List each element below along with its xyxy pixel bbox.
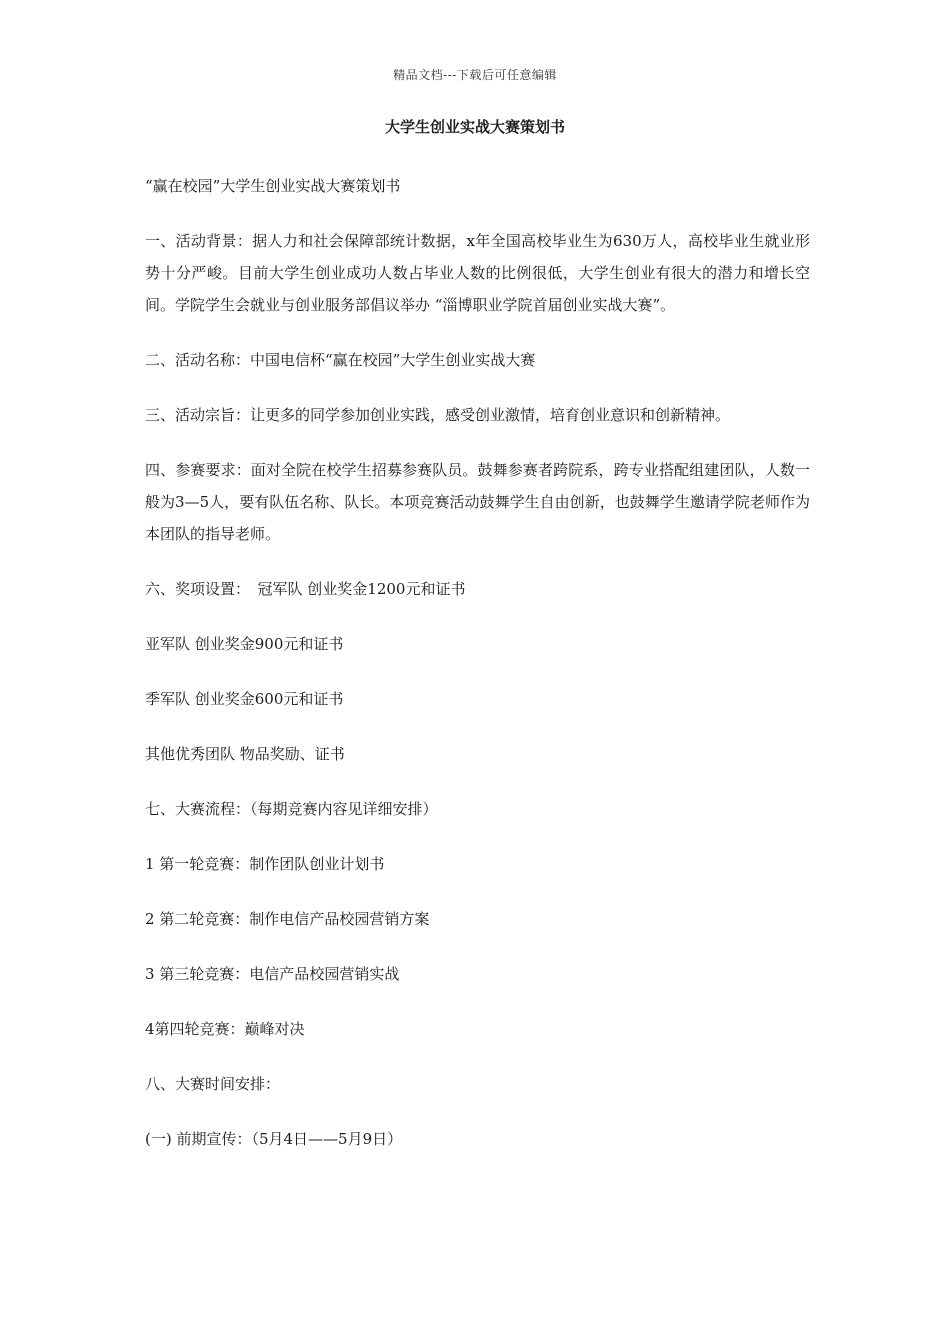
process-round-4: 4第四轮竞赛：巅峰对决 xyxy=(145,1020,305,1038)
process-round-1: 1 第一轮竞赛：制作团队创业计划书 xyxy=(145,855,385,873)
purpose-paragraph: 三、活动宗旨：让更多的同学参加创业实践，感受创业激情，培育创业意识和创新精神。 xyxy=(145,406,731,424)
document-body xyxy=(145,170,810,1178)
process-round-2: 2 第二轮竞赛：制作电信产品校园营销方案 xyxy=(145,910,430,928)
document-title: 大学生创业实战大赛策划书 xyxy=(384,118,565,136)
award-runner-up: 亚军队 创业奖金900元和证书 xyxy=(145,635,344,653)
schedule-promotion: (一) 前期宣传：（5月4日——5月9日） xyxy=(145,1130,403,1148)
process-round-3: 3 第三轮竞赛：电信产品校园营销实战 xyxy=(145,965,400,983)
subtitle-paragraph: “赢在校园”大学生创业实战大赛策划书 xyxy=(145,177,401,195)
award-third-place: 季军队 创业奖金600元和证书 xyxy=(145,690,344,708)
background-paragraph: 一、活动背景：据人力和社会保障部统计数据，x年全国高校毕业生为630万人，高校毕业生就业形势十分严峻。目前大学生创业成功人数占毕业人数的比例很低，大学生创业有很大的潜力和增长空间。学院学生会就业与创业服务部倡议举办 “淄博职业学院首届创业实战大赛”。 xyxy=(145,232,810,314)
page-header: 精品文档---下载后可任意编辑 xyxy=(393,68,557,82)
process-heading: 七、大赛流程：（每期竞赛内容见详细安排） xyxy=(145,800,438,818)
activity-name-paragraph: 二、活动名称：中国电信杯“赢在校园”大学生创业实战大赛 xyxy=(145,351,536,369)
awards-paragraph: 六、奖项设置： 冠军队 创业奖金1200元和证书 xyxy=(145,580,466,598)
award-other-teams: 其他优秀团队 物品奖励、证书 xyxy=(145,745,345,763)
schedule-heading: 八、大赛时间安排： xyxy=(145,1075,281,1093)
requirements-paragraph: 四、参赛要求：面对全院在校学生招募参赛队员。鼓舞参赛者跨院系，跨专业搭配组建团队，人数一般为3—5人，要有队伍名称、队长。本项竞赛活动鼓舞学生自由创新，也鼓舞学生邀请学院老师作为本团队的指导老师。 xyxy=(145,461,810,543)
